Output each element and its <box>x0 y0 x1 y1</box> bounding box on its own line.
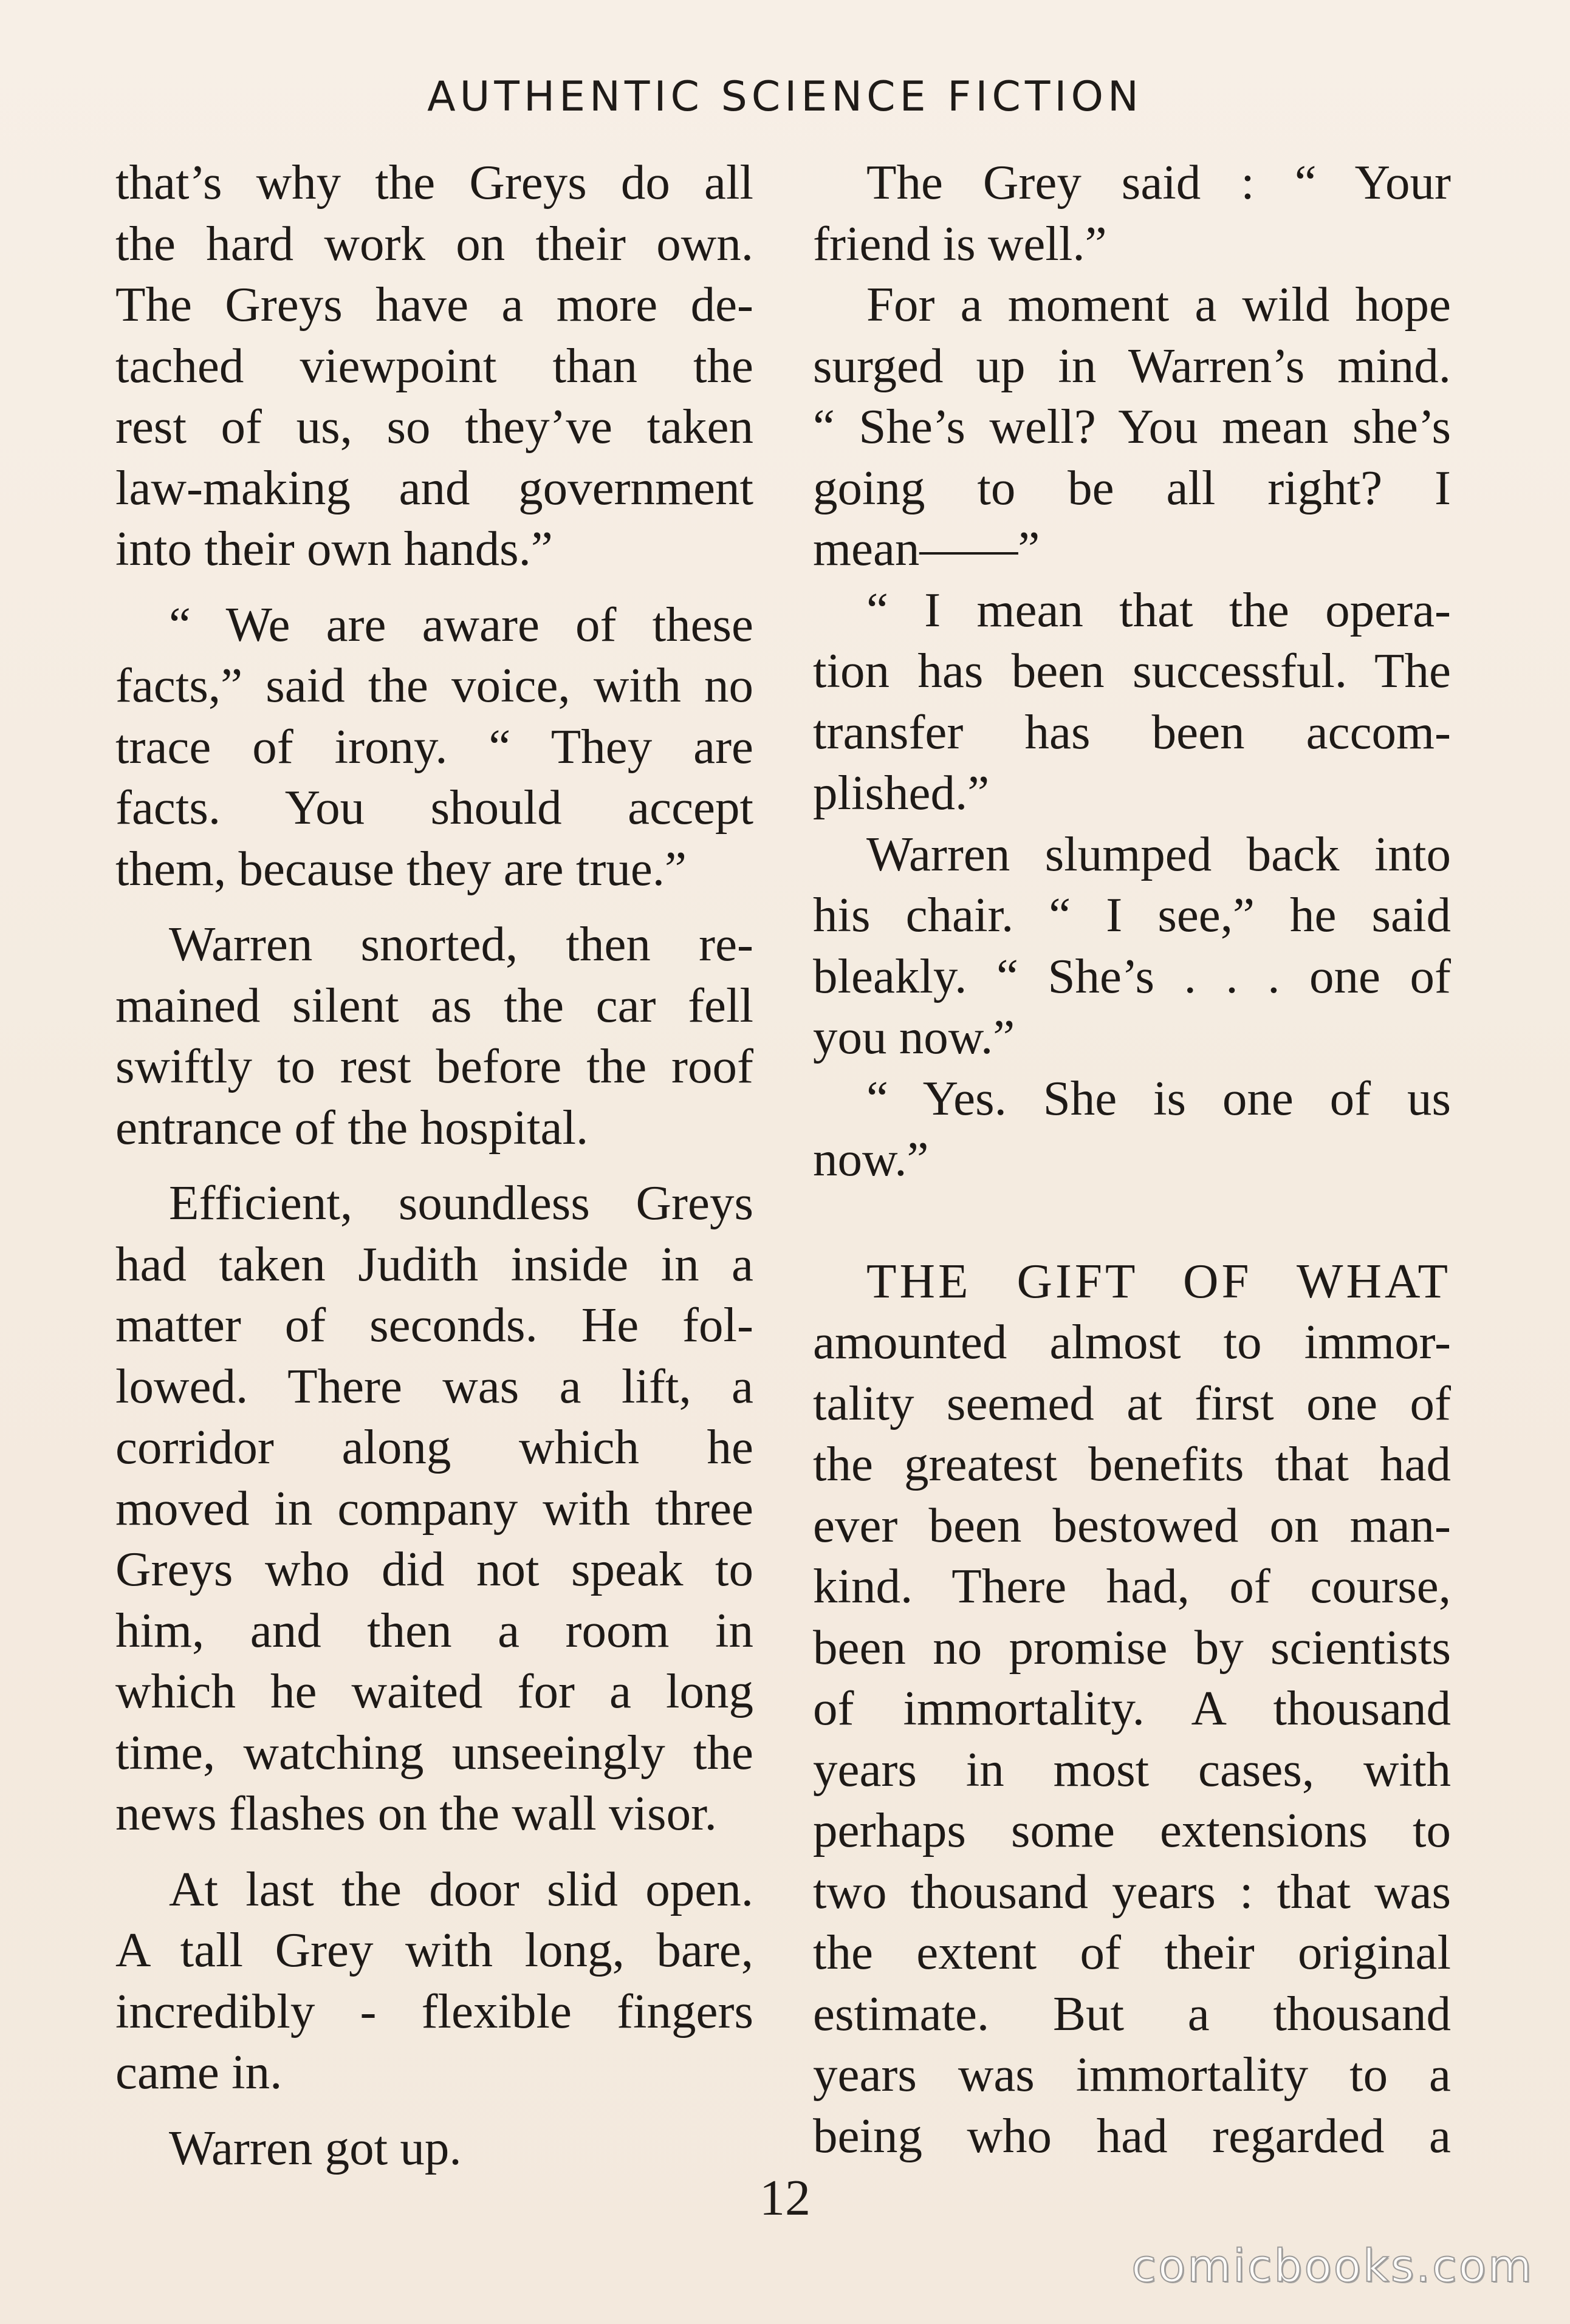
text-line: corridor along which he <box>115 1420 753 1474</box>
watermark: comicbooks.com <box>1131 2240 1534 2292</box>
text-line: amounted almost to immor- <box>813 1314 1451 1369</box>
text-line: being who had regarded a <box>813 2108 1451 2163</box>
text-line: Greys who did not speak to <box>115 1542 753 1596</box>
page-number: 12 <box>759 2170 811 2226</box>
text-line: estimate. But a thousand <box>813 1986 1451 2041</box>
text-line: which he waited for a long <box>115 1664 753 1718</box>
text-line: rest of us, so they’ve taken <box>115 399 753 454</box>
text-line: At last the door slid open. <box>169 1861 753 1916</box>
text-line: law-making and government <box>115 460 753 515</box>
text-line: two thousand years : that was <box>813 1864 1451 1919</box>
text-line: the greatest benefits that had <box>813 1437 1451 1491</box>
text-line: lowed. There was a lift, a <box>115 1358 753 1413</box>
text-line: Warren slumped back into <box>866 826 1451 881</box>
text-line: surged up in Warren’s mind. <box>813 338 1451 393</box>
text-line: mained silent as the car fell <box>115 977 753 1033</box>
text-line: matter of seconds. He fol- <box>115 1297 753 1352</box>
text-line: friend is well.” <box>813 216 1107 271</box>
running-header: AUTHENTIC SCIENCE FICTION <box>427 73 1143 121</box>
text-line: had taken Judith inside in a <box>115 1236 753 1291</box>
text-line: facts,” said the voice, with no <box>115 658 753 713</box>
text-line: years was immortality to a <box>813 2047 1451 2102</box>
text-line: trace of irony. “ They are <box>115 719 753 774</box>
right-column <box>813 152 1451 2166</box>
text-line: the extent of their original <box>813 1925 1451 1980</box>
text-line: “ She’s well? You mean she’s <box>813 399 1451 454</box>
text-line: into their own hands.” <box>115 521 553 576</box>
text-line: time, watching unseeingly the <box>115 1724 753 1780</box>
text-line: them, because they are true.” <box>115 841 687 896</box>
text-line: came in. <box>115 2045 283 2099</box>
text-line: bleakly. “ She’s . . . one of <box>813 948 1451 1003</box>
text-line: you now.” <box>813 1010 1015 1064</box>
text-line: that’s why the Greys do all <box>115 155 753 210</box>
text-line: entrance of the hospital. <box>115 1099 589 1155</box>
text-line: the hard work on their own. <box>115 216 753 271</box>
text-line: tion has been successful. The <box>813 643 1451 698</box>
text-line: “ Yes. She is one of us <box>866 1070 1451 1126</box>
text-line: his chair. “ I see,” he said <box>813 887 1451 942</box>
text-line: of immortality. A thousand <box>813 1681 1451 1735</box>
text-line: now.” <box>813 1132 929 1186</box>
text-line: facts. You should accept <box>115 780 753 835</box>
text-line: plished.” <box>813 765 990 820</box>
text-line: years in most cases, with <box>813 1741 1451 1797</box>
text-line: transfer has been accom- <box>813 704 1451 759</box>
text-line: The Greys have a more de- <box>115 277 753 332</box>
text-line: swiftly to rest before the roof <box>115 1039 753 1093</box>
text-line: tality seemed at first one of <box>813 1375 1451 1430</box>
text-line: mean——” <box>813 521 1040 576</box>
text-line: going to be all right? I <box>813 460 1451 515</box>
text-line: The Grey said : “ Your <box>866 155 1451 210</box>
text-line: “ I mean that the opera- <box>866 582 1451 637</box>
text-line: him, and then a room in <box>115 1602 753 1658</box>
text-line: Warren snorted, then re- <box>169 917 753 971</box>
text-line: tached viewpoint than the <box>115 338 753 393</box>
section-heading: THE GIFT OF WHAT <box>866 1253 1451 1308</box>
text-line: Warren got up. <box>169 2120 462 2175</box>
text-line: For a moment a wild hope <box>866 277 1451 332</box>
left-column <box>115 152 753 2178</box>
text-line: kind. There had, of course, <box>813 1559 1451 1613</box>
text-line: moved in company with three <box>115 1480 753 1536</box>
text-line: Efficient, soundless Greys <box>169 1175 753 1230</box>
text-line: A tall Grey with long, bare, <box>115 1922 753 1977</box>
text-line: been no promise by scientists <box>813 1619 1451 1675</box>
text-line: “ We are aware of these <box>169 596 753 652</box>
text-line: ever been bestowed on man- <box>813 1497 1451 1553</box>
text-line: perhaps some extensions to <box>813 1803 1451 1857</box>
text-line: news flashes on the wall visor. <box>115 1786 717 1840</box>
text-line: incredibly - flexible fingers <box>115 1983 753 2039</box>
